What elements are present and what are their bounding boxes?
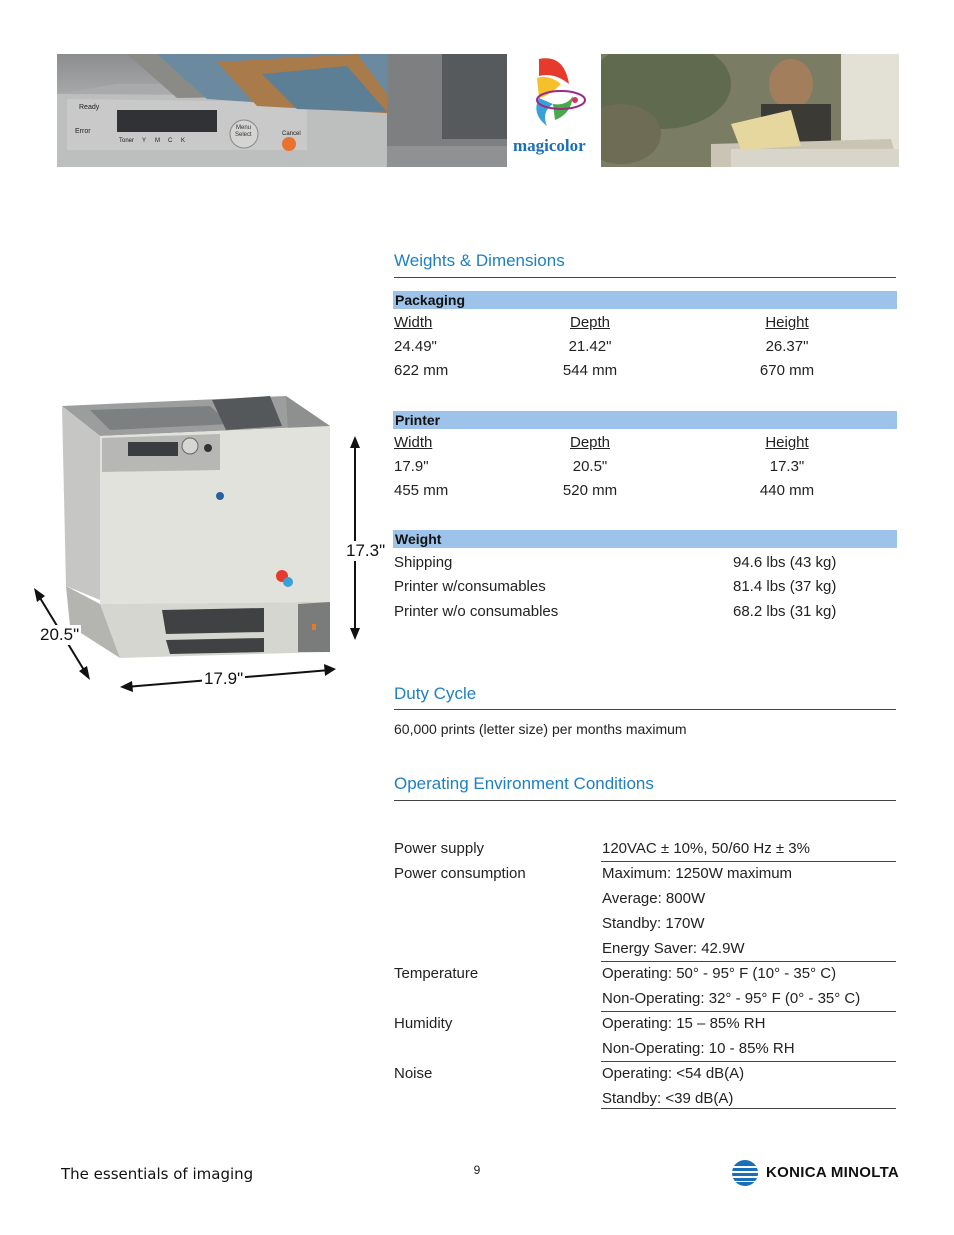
weight-bar: Weight bbox=[393, 530, 897, 548]
env-temperature-operating-value: Operating: 50° - 95° F (10° - 35° C) bbox=[602, 965, 837, 982]
printer-depth-header: Depth bbox=[569, 434, 611, 451]
row-divider bbox=[601, 1011, 896, 1012]
env-power-supply-label: Power supply bbox=[394, 840, 485, 857]
env-noise-standby-value: Standby: <39 dB(A) bbox=[602, 1090, 734, 1107]
magicolor-logo-text: magicolor bbox=[513, 136, 586, 155]
toner-k: K bbox=[181, 138, 186, 144]
row-divider bbox=[601, 1108, 896, 1109]
toner-y: Y bbox=[142, 138, 147, 144]
packaging-height-in: 26.37" bbox=[765, 338, 809, 355]
env-power-average-value: Average: 800W bbox=[602, 890, 706, 907]
env-humidity-operating-value: Operating: 15 – 85% RH bbox=[602, 1015, 766, 1032]
error-label: Error bbox=[75, 128, 91, 135]
magicolor-logo bbox=[509, 54, 599, 167]
env-power-consumption-label: Power consumption bbox=[394, 865, 526, 882]
height-dimension-label: 17.3" bbox=[346, 541, 386, 560]
select-label: Select bbox=[235, 132, 252, 138]
packaging-depth-in: 21.42" bbox=[568, 338, 612, 355]
packaging-bar: Packaging bbox=[393, 291, 897, 309]
printer-width-in: 17.9" bbox=[394, 458, 429, 475]
printer-width-mm: 455 mm bbox=[394, 482, 449, 499]
banner-printer-panel-photo bbox=[57, 54, 507, 167]
banner-office-photo bbox=[601, 54, 899, 167]
packaging-height-header: Height bbox=[765, 314, 809, 331]
environment-title: Operating Environment Conditions bbox=[394, 774, 654, 793]
menu-label: Menu bbox=[236, 125, 252, 131]
env-power-max-value: Maximum: 1250W maximum bbox=[602, 865, 793, 882]
section-divider bbox=[394, 277, 896, 278]
weight-shipping-label: Shipping bbox=[394, 554, 453, 571]
packaging-depth-header: Depth bbox=[569, 314, 611, 331]
toner-label: Toner bbox=[119, 138, 135, 144]
section-divider bbox=[394, 800, 896, 801]
packaging-width-header: Width bbox=[394, 314, 433, 331]
duty-cycle-title: Duty Cycle bbox=[394, 684, 477, 703]
row-divider bbox=[601, 1061, 896, 1062]
printer-height-header: Height bbox=[765, 434, 809, 451]
printer-height-mm: 440 mm bbox=[759, 482, 815, 499]
env-noise-operating-value: Operating: <54 dB(A) bbox=[602, 1065, 745, 1082]
printer-height-in: 17.3" bbox=[769, 458, 805, 475]
toner-c: C bbox=[168, 138, 173, 144]
weights-dimensions-title: Weights & Dimensions bbox=[394, 251, 565, 270]
ready-label: Ready bbox=[79, 104, 100, 111]
printer-illustration bbox=[30, 390, 390, 695]
env-humidity-non-operating-value: Non-Operating: 10 - 85% RH bbox=[602, 1040, 795, 1057]
packaging-height-mm: 670 mm bbox=[759, 362, 815, 379]
env-temperature-non-operating-value: Non-Operating: 32° - 95° F (0° - 35° C) bbox=[602, 990, 861, 1007]
packaging-depth-mm: 544 mm bbox=[562, 362, 618, 379]
env-noise-label: Noise bbox=[394, 1065, 433, 1082]
env-power-standby-value: Standby: 170W bbox=[602, 915, 705, 932]
packaging-width-mm: 622 mm bbox=[394, 362, 449, 379]
weight-with-consumables-value: 81.4 lbs (37 kg) bbox=[733, 578, 837, 595]
weight-shipping-value: 94.6 lbs (43 kg) bbox=[733, 554, 837, 571]
printer-depth-in: 20.5" bbox=[572, 458, 608, 475]
printer-depth-mm: 520 mm bbox=[562, 482, 618, 499]
row-divider bbox=[601, 961, 896, 962]
section-divider bbox=[394, 709, 896, 710]
env-temperature-label: Temperature bbox=[394, 965, 479, 982]
konica-minolta-globe-icon bbox=[732, 1160, 758, 1186]
row-divider bbox=[601, 861, 896, 862]
printer-width-header: Width bbox=[394, 434, 433, 451]
page-number: 9 bbox=[473, 1163, 481, 1177]
footer-tagline: The essentials of imaging bbox=[61, 1165, 254, 1183]
cancel-label: Cancel bbox=[282, 131, 301, 137]
env-power-energy-saver-value: Energy Saver: 42.9W bbox=[602, 940, 745, 957]
env-humidity-label: Humidity bbox=[394, 1015, 453, 1032]
duty-cycle-text: 60,000 prints (letter size) per months maximum bbox=[394, 721, 687, 737]
printer-bar: Printer bbox=[393, 411, 897, 429]
packaging-width-in: 24.49" bbox=[394, 338, 437, 355]
weight-without-consumables-label: Printer w/o consumables bbox=[394, 603, 559, 620]
weight-with-consumables-label: Printer w/consumables bbox=[394, 578, 546, 595]
width-dimension-label: 17.9" bbox=[204, 669, 244, 688]
brand-name: KONICA MINOLTA bbox=[766, 1164, 900, 1181]
depth-dimension-label: 20.5" bbox=[40, 625, 80, 644]
env-power-supply-value: 120VAC ± 10%, 50/60 Hz ± 3% bbox=[602, 840, 810, 857]
weight-without-consumables-value: 68.2 lbs (31 kg) bbox=[733, 603, 837, 620]
toner-m: M bbox=[155, 138, 160, 144]
